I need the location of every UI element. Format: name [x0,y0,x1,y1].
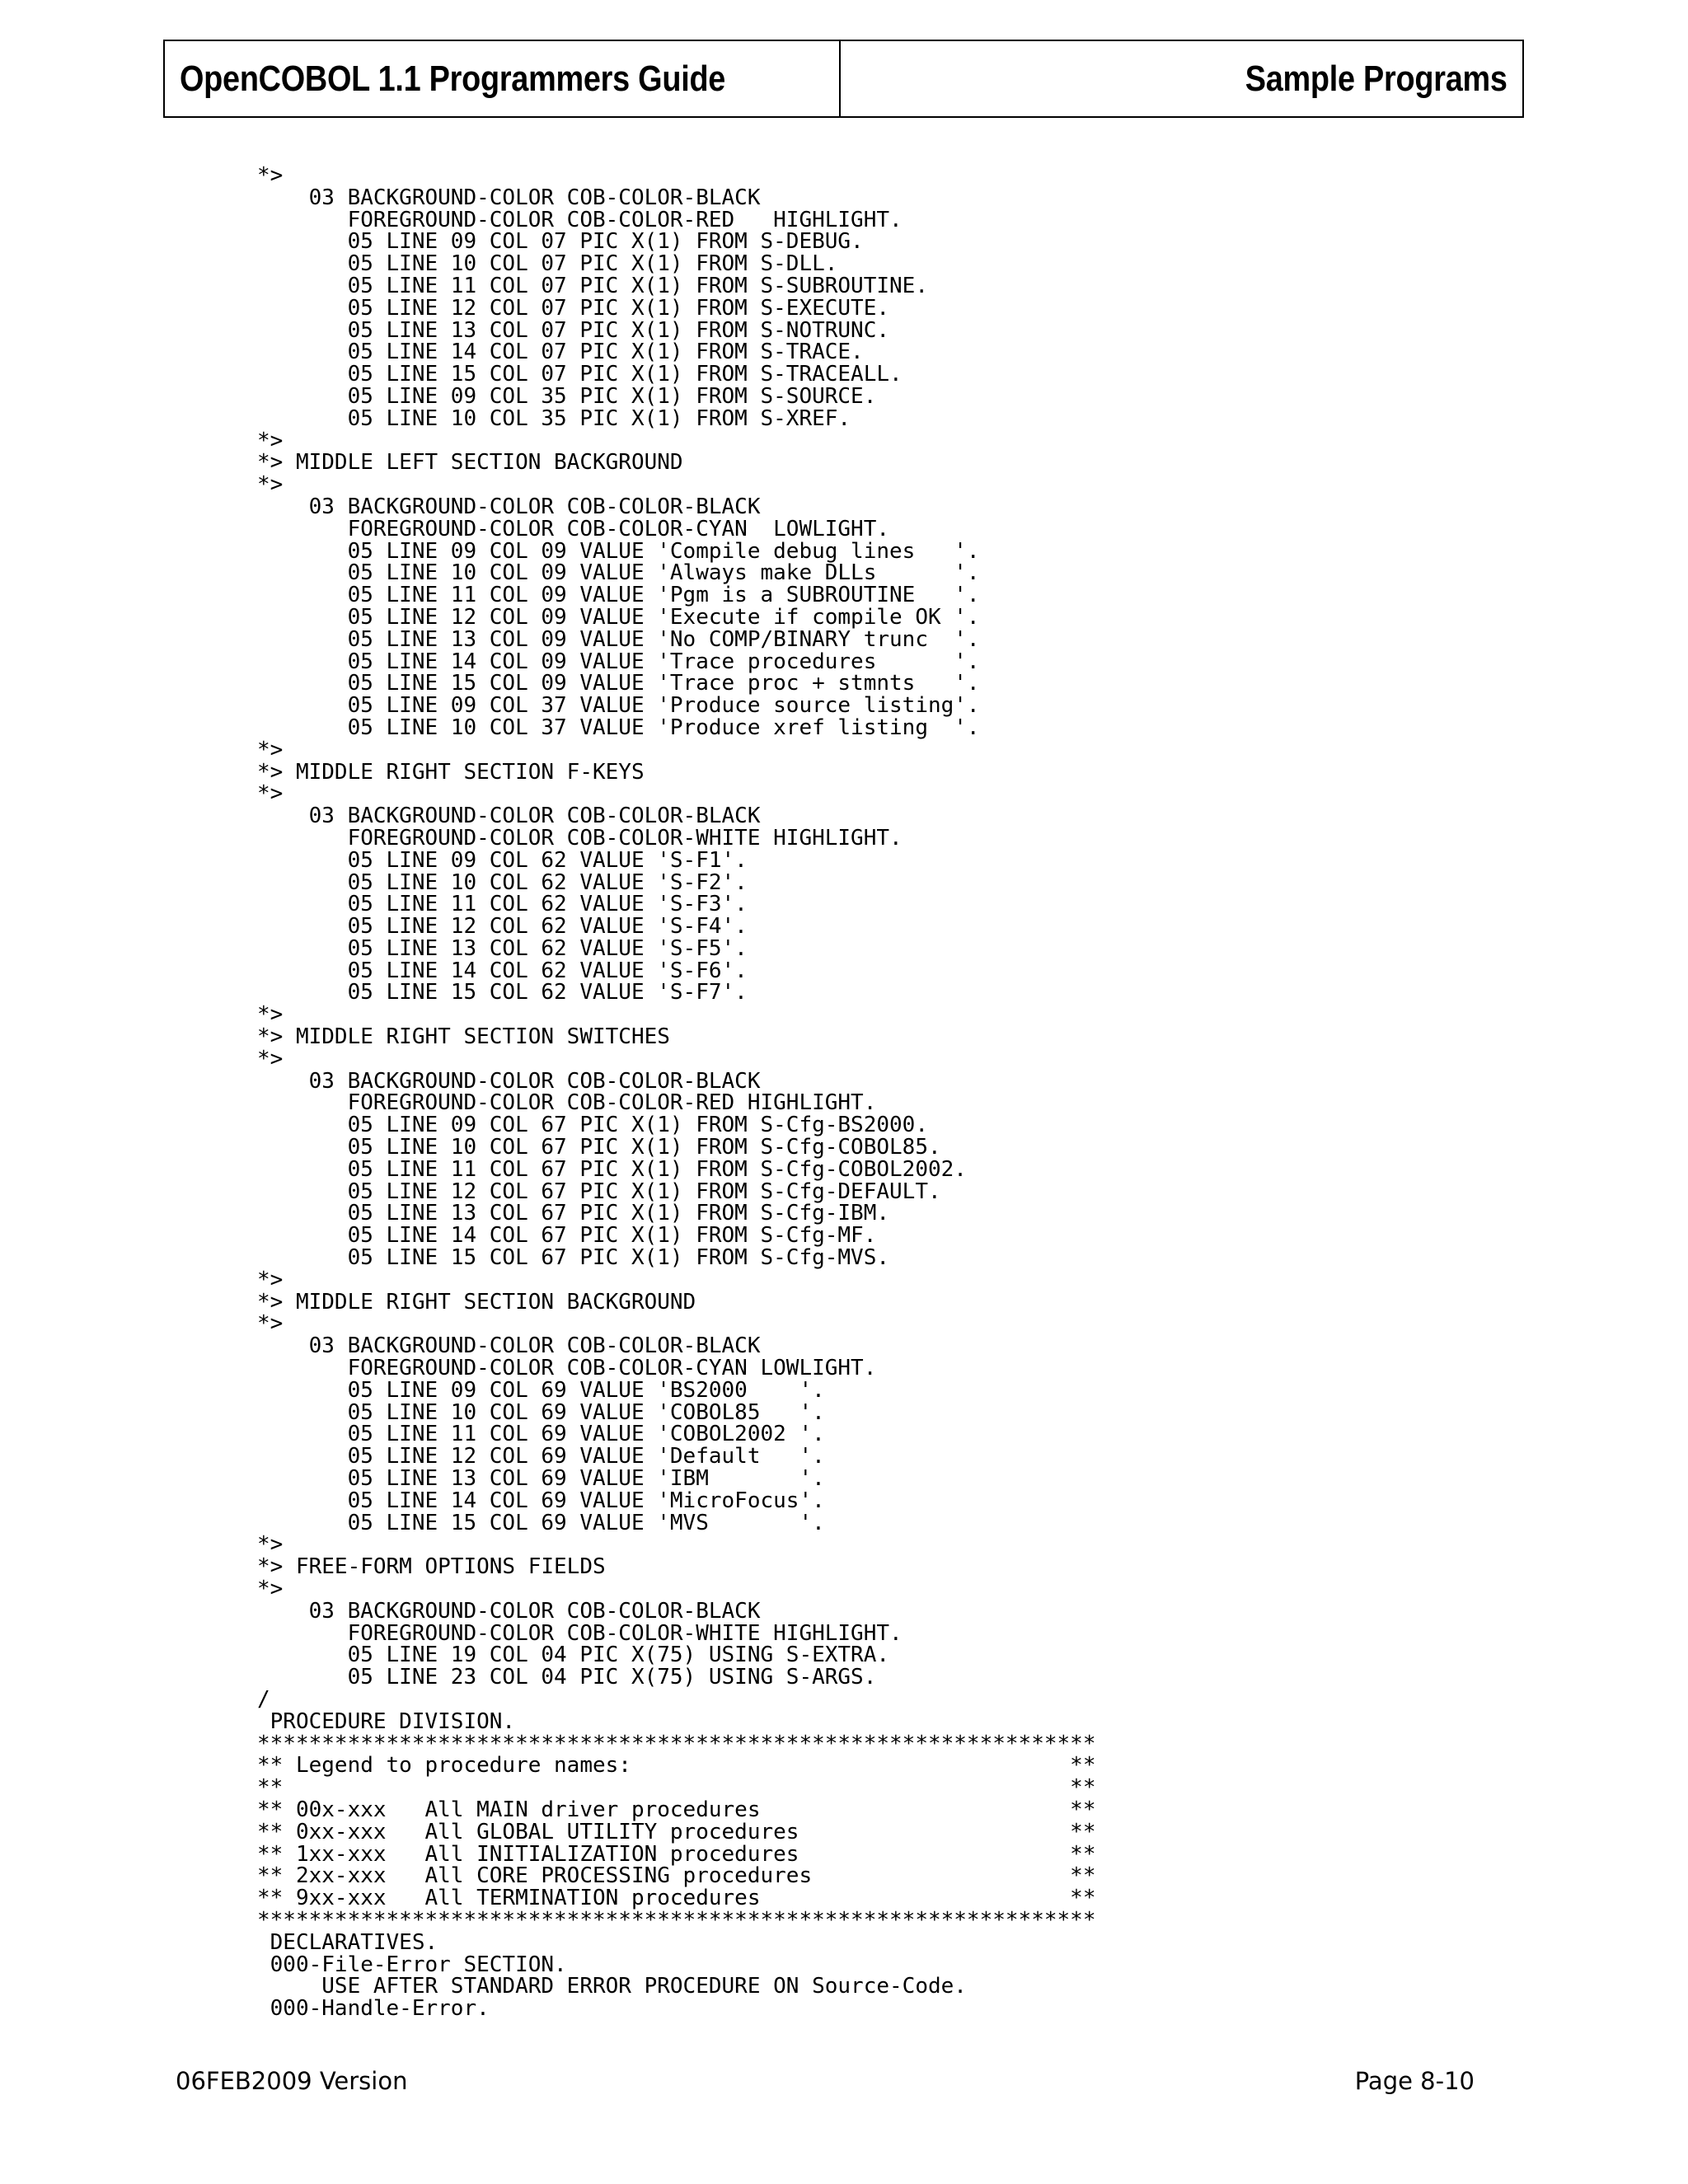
code-line: DECLARATIVES. [257,1929,438,1955]
code-line: 05 LINE 15 COL 67 PIC X(1) FROM S-Cfg-MVS. [257,1245,890,1271]
code-line: 03 BACKGROUND-COLOR COB-COLOR-BLACK [257,1068,761,1094]
code-line: 05 LINE 09 COL 62 VALUE 'S-F1'. [257,847,748,873]
code-line: 03 BACKGROUND-COLOR COB-COLOR-BLACK [257,804,761,829]
code-line: 05 LINE 23 COL 04 PIC X(75) USING S-ARGS. [257,1665,877,1690]
code-line: FOREGROUND-COLOR COB-COLOR-CYAN LOWLIGHT. [257,1356,877,1381]
code-line: *> [257,1267,284,1292]
code-line: 05 LINE 12 COL 09 VALUE 'Execute if compile OK '. [257,604,980,630]
code-line: 05 LINE 14 COL 69 VALUE 'MicroFocus'. [257,1488,825,1513]
header-left-cell [165,41,841,116]
code-line: 05 LINE 12 COL 62 VALUE 'S-F4'. [257,914,748,940]
code-line: 05 LINE 09 COL 67 PIC X(1) FROM S-Cfg-BS2000. [257,1113,928,1138]
code-line: 05 LINE 10 COL 69 VALUE 'COBOL85 '. [257,1399,825,1425]
code-line: 05 LINE 11 COL 09 VALUE 'Pgm is a SUBROUTINE '. [257,583,980,608]
code-line: FOREGROUND-COLOR COB-COLOR-WHITE HIGHLIGHT. [257,1620,903,1646]
code-line: *> [257,1532,284,1558]
code-line: *> [257,163,284,188]
code-line: 05 LINE 10 COL 67 PIC X(1) FROM S-Cfg-COBOL85. [257,1135,941,1160]
code-line: *> [257,781,284,807]
code-line: 05 LINE 13 COL 67 PIC X(1) FROM S-Cfg-IBM. [257,1201,890,1226]
section-title: Sample Programs [1245,58,1507,99]
code-line: PROCEDURE DIVISION. [257,1708,516,1734]
code-line: *> FREE-FORM OPTIONS FIELDS [257,1554,606,1580]
code-line: 05 LINE 10 COL 09 VALUE 'Always make DLLs '. [257,560,980,586]
code-line: *> MIDDLE RIGHT SECTION F-KEYS [257,759,645,785]
code-line: 05 LINE 09 COL 69 VALUE 'BS2000 '. [257,1377,825,1403]
code-line: 05 LINE 12 COL 67 PIC X(1) FROM S-Cfg-DEFAULT. [257,1179,941,1204]
code-line: ** 1xx-xxx All INITIALIZATION procedures ** [257,1841,1096,1867]
code-line: 05 LINE 19 COL 04 PIC X(75) USING S-EXTRA. [257,1643,890,1668]
footer-page-number: Page 8-10 [1354,2067,1475,2095]
code-line: 03 BACKGROUND-COLOR COB-COLOR-BLACK [257,185,761,210]
code-line: 05 LINE 09 COL 37 VALUE 'Produce source listing'. [257,693,980,719]
code-line: *> [257,428,284,453]
code-line: 05 LINE 14 COL 09 VALUE 'Trace procedures '. [257,649,980,674]
document-title: OpenCOBOL 1.1 Programmers Guide [180,58,726,99]
code-line: *> [257,1002,284,1028]
code-line: 05 LINE 11 COL 69 VALUE 'COBOL2002 '. [257,1422,825,1447]
code-line: 05 LINE 14 COL 67 PIC X(1) FROM S-Cfg-MF. [257,1223,877,1249]
code-line: 05 LINE 10 COL 07 PIC X(1) FROM S-DLL. [257,251,838,277]
code-line: 05 LINE 15 COL 07 PIC X(1) FROM S-TRACEALL. [257,362,903,387]
code-line: *> [257,1577,284,1601]
code-line: *> MIDDLE RIGHT SECTION BACKGROUND [257,1289,696,1315]
code-line: 05 LINE 11 COL 62 VALUE 'S-F3'. [257,892,748,917]
code-line: ** 00x-xxx All MAIN driver procedures ** [257,1797,1096,1822]
code-line: 05 LINE 11 COL 07 PIC X(1) FROM S-SUBROUTINE. [257,273,928,298]
code-line: 05 LINE 13 COL 09 VALUE 'No COMP/BINARY trunc '. [257,626,980,652]
code-line: 05 LINE 12 COL 69 VALUE 'Default '. [257,1444,825,1469]
code-line: 05 LINE 12 COL 07 PIC X(1) FROM S-EXECUTE. [257,295,890,321]
code-line: *> [257,737,284,762]
code-line: USE AFTER STANDARD ERROR PROCEDURE ON Source-Code. [257,1974,967,1999]
code-line: 05 LINE 14 COL 07 PIC X(1) FROM S-TRACE. [257,340,864,365]
code-line: 03 BACKGROUND-COLOR COB-COLOR-BLACK [257,1333,761,1359]
page-header [163,40,1524,118]
code-listing [257,165,1095,2020]
code-line: 05 LINE 10 COL 62 VALUE 'S-F2'. [257,869,748,895]
code-line: 03 BACKGROUND-COLOR COB-COLOR-BLACK [257,1598,761,1624]
code-line: FOREGROUND-COLOR COB-COLOR-WHITE HIGHLIGHT. [257,825,903,851]
code-line: ***************************************************************** [257,1907,1096,1933]
code-line: 000-Handle-Error. [257,1996,490,2022]
code-line: 05 LINE 14 COL 62 VALUE 'S-F6'. [257,958,748,983]
code-line: ** ** [257,1775,1096,1801]
footer-version: 06FEB2009 Version [176,2067,408,2095]
code-line: ** 9xx-xxx All TERMINATION procedures ** [257,1886,1096,1911]
code-line: 000-File-Error SECTION. [257,1952,567,1977]
code-line: 03 BACKGROUND-COLOR COB-COLOR-BLACK [257,494,761,519]
code-line: 05 LINE 10 COL 35 PIC X(1) FROM S-XREF. [257,405,851,431]
code-line: 05 LINE 15 COL 62 VALUE 'S-F7'. [257,980,748,1005]
code-line: 05 LINE 13 COL 62 VALUE 'S-F5'. [257,935,748,961]
code-line: / [257,1686,270,1712]
code-line: FOREGROUND-COLOR COB-COLOR-RED HIGHLIGHT. [257,1090,877,1116]
code-line: 05 LINE 13 COL 69 VALUE 'IBM '. [257,1466,825,1492]
code-line: FOREGROUND-COLOR COB-COLOR-RED HIGHLIGHT. [257,207,903,232]
header-right-cell [841,41,1522,116]
code-line: 05 LINE 10 COL 37 VALUE 'Produce xref listing '. [257,715,980,740]
code-line: *> MIDDLE RIGHT SECTION SWITCHES [257,1024,670,1050]
code-line: 05 LINE 15 COL 09 VALUE 'Trace proc + stmnts '. [257,671,980,696]
code-line: FOREGROUND-COLOR COB-COLOR-CYAN LOWLIGHT. [257,516,890,541]
code-line: *> [257,472,284,498]
code-line: *> [257,1311,284,1337]
code-line: 05 LINE 09 COL 09 VALUE 'Compile debug lines '. [257,538,980,564]
code-line: ***************************************************************** [257,1731,1096,1756]
code-line: 05 LINE 13 COL 07 PIC X(1) FROM S-NOTRUNC. [257,317,890,343]
code-line: ** 2xx-xxx All CORE PROCESSING procedures ** [257,1863,1096,1889]
code-line: 05 LINE 15 COL 69 VALUE 'MVS '. [257,1510,825,1535]
code-line: 05 LINE 09 COL 35 PIC X(1) FROM S-SOURCE. [257,383,877,409]
code-line: *> [257,1046,284,1071]
code-line: 05 LINE 11 COL 67 PIC X(1) FROM S-Cfg-COBOL2002. [257,1156,967,1182]
code-line: *> MIDDLE LEFT SECTION BACKGROUND [257,450,683,476]
code-line: 05 LINE 09 COL 07 PIC X(1) FROM S-DEBUG. [257,229,864,255]
code-line: ** Legend to procedure names: ** [257,1753,1096,1779]
code-line: ** 0xx-xxx All GLOBAL UTILITY procedures ** [257,1819,1096,1844]
